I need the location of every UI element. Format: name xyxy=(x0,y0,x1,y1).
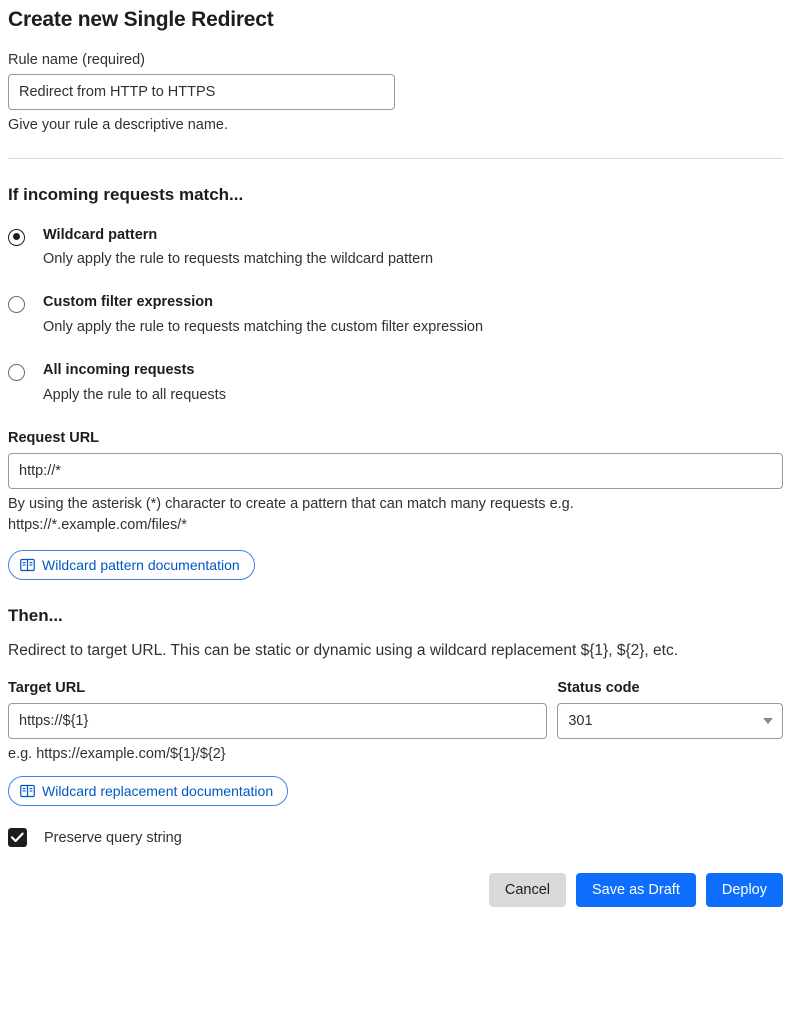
match-section-title: If incoming requests match... xyxy=(8,184,244,204)
radio-option-custom-filter-expression[interactable] xyxy=(8,294,783,336)
save-as-draft-button[interactable]: Save as Draft xyxy=(576,873,696,907)
target-and-status-row xyxy=(8,680,783,739)
section-divider xyxy=(8,158,783,159)
book-icon xyxy=(20,558,35,572)
deploy-button[interactable]: Deploy xyxy=(706,873,783,907)
radio-icon-wildcard-pattern[interactable] xyxy=(8,229,25,246)
wildcard-replacement-documentation-link[interactable] xyxy=(8,776,288,806)
radio-option-wildcard-pattern[interactable] xyxy=(8,227,783,269)
target-url-example: e.g. https://example.com/${1}/${2} xyxy=(8,746,226,763)
wildcard-pattern-documentation-label: Wildcard pattern documentation xyxy=(42,557,240,574)
radio-option-all-incoming-requests[interactable] xyxy=(8,362,783,404)
target-url-field xyxy=(8,680,547,739)
status-code-field xyxy=(557,680,783,739)
match-options-group xyxy=(8,227,783,404)
cancel-button[interactable]: Cancel xyxy=(489,873,566,907)
radio-icon-all-incoming-requests[interactable] xyxy=(8,364,25,381)
radio-desc-all-incoming-requests: Apply the rule to all requests xyxy=(43,386,226,403)
wildcard-pattern-documentation-link[interactable] xyxy=(8,550,255,580)
preserve-query-string-checkbox[interactable] xyxy=(8,828,27,847)
request-url-input[interactable] xyxy=(8,453,783,489)
rule-name-help: Give your rule a descriptive name. xyxy=(8,117,229,133)
book-icon xyxy=(20,784,35,798)
request-url-help-line1: By using the asterisk (*) character to create a pattern that can match many requests e.g. xyxy=(8,495,574,512)
rule-name-input[interactable] xyxy=(8,74,395,110)
preserve-query-string-label: Preserve query string xyxy=(44,829,182,846)
radio-desc-wildcard-pattern: Only apply the rule to requests matching the wildcard pattern xyxy=(43,250,434,267)
status-code-label: Status code xyxy=(557,680,640,697)
radio-label-all-incoming-requests: All incoming requests xyxy=(43,362,195,379)
preserve-query-string-row[interactable] xyxy=(8,828,783,847)
rule-name-label: Rule name (required) xyxy=(8,52,146,68)
then-section-description: Redirect to target URL. This can be static or dynamic using a wildcard replacement ${1}, ${2}, etc. xyxy=(8,642,679,660)
wildcard-replacement-documentation-label: Wildcard replacement documentation xyxy=(42,783,274,800)
page-title: Create new Single Redirect xyxy=(8,8,274,31)
radio-desc-custom-filter-expression: Only apply the rule to requests matching the custom filter expression xyxy=(43,318,484,335)
target-url-label: Target URL xyxy=(8,680,86,697)
radio-icon-custom-filter-expression[interactable] xyxy=(8,296,25,313)
target-url-input[interactable] xyxy=(8,703,547,739)
radio-label-custom-filter-expression: Custom filter expression xyxy=(43,294,214,311)
radio-label-wildcard-pattern: Wildcard pattern xyxy=(43,226,158,243)
request-url-help-line2: https://*.example.com/files/* xyxy=(8,517,187,534)
request-url-label: Request URL xyxy=(8,429,100,446)
then-section-title: Then... xyxy=(8,606,63,626)
status-code-select[interactable]: 301 xyxy=(557,703,783,739)
form-actions xyxy=(8,873,783,907)
